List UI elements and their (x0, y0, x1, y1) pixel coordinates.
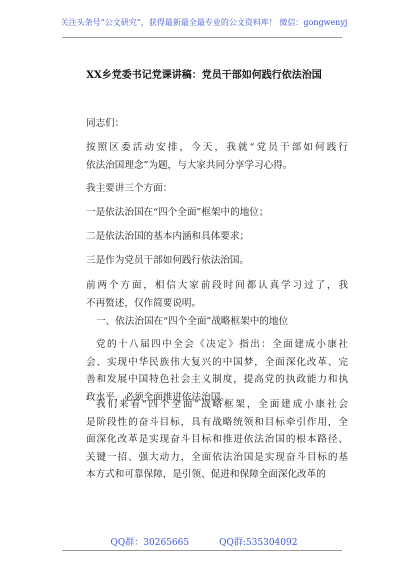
body-line: 依法治国理念”为题，与大家共同分享学习心得。 (86, 159, 293, 171)
header-notice: 关注头条号“公文研究”，获得最新最全最专业的公文资料库！ 微信：gongwenyj (60, 18, 348, 27)
body-line: 是阶段性的奋斗目标，具有战略统领和目标牵引作用，全 (86, 416, 348, 428)
footer-qq-group-2: QQ群:535304092 (219, 538, 298, 548)
body-line: 按照区委活动安排，今天，我就“党员干部如何践行 (86, 142, 348, 153)
body-line: 我们来看“四个全面”战略框架，全面建成小康社会 (96, 399, 348, 410)
footer-divider (62, 550, 342, 551)
footer-qq-group-1: QQ群：30265665 (110, 538, 190, 548)
body-line: 我主要讲三个方面： (86, 183, 173, 194)
body-line: 善和发展中国特色社会主义制度，提高党的执政能力和执 (86, 374, 348, 385)
body-line: 同志们： (86, 118, 125, 129)
body-line: 二是依法治国的基本内涵和具体要求； (86, 231, 250, 242)
footer-contact (0, 535, 408, 548)
body-line: 不再赘述，仅作简要说明。 (86, 297, 202, 309)
body-line: 一、依法治国在“四个全面”战略框架中的地位 (96, 316, 289, 327)
body-line: 本方式和可靠保障，是引领、促进和保障全面深化改革的 (86, 469, 326, 480)
body-line: 政水平，必须全面推进依法治国。 (86, 391, 230, 403)
body-line: 会、实现中华民族伟大复兴的中国梦，全面深化改革、完 (86, 356, 348, 368)
document-title: XX乡党委书记党课讲稿：党员干部如何践行依法治国 (86, 70, 322, 81)
header-divider (62, 37, 342, 38)
body-line: 党的十八届四中全会《决定》指出：全面建成小康社 (96, 339, 348, 350)
body-line: 面深化改革是实现奋斗目标和推进依法治国的根本路径、 (86, 434, 348, 445)
body-line: 一是依法治国在“四个全面”框架中的地位； (86, 207, 269, 218)
body-line: 关键一招、强大动力，全面依法治国是实现奋斗目标的基 (86, 451, 348, 463)
body-line: 三是作为党员干部如何践行依法治国。 (86, 255, 250, 266)
body-line: 前两个方面，相信大家前段时间都认真学习过了，我 (86, 280, 348, 291)
